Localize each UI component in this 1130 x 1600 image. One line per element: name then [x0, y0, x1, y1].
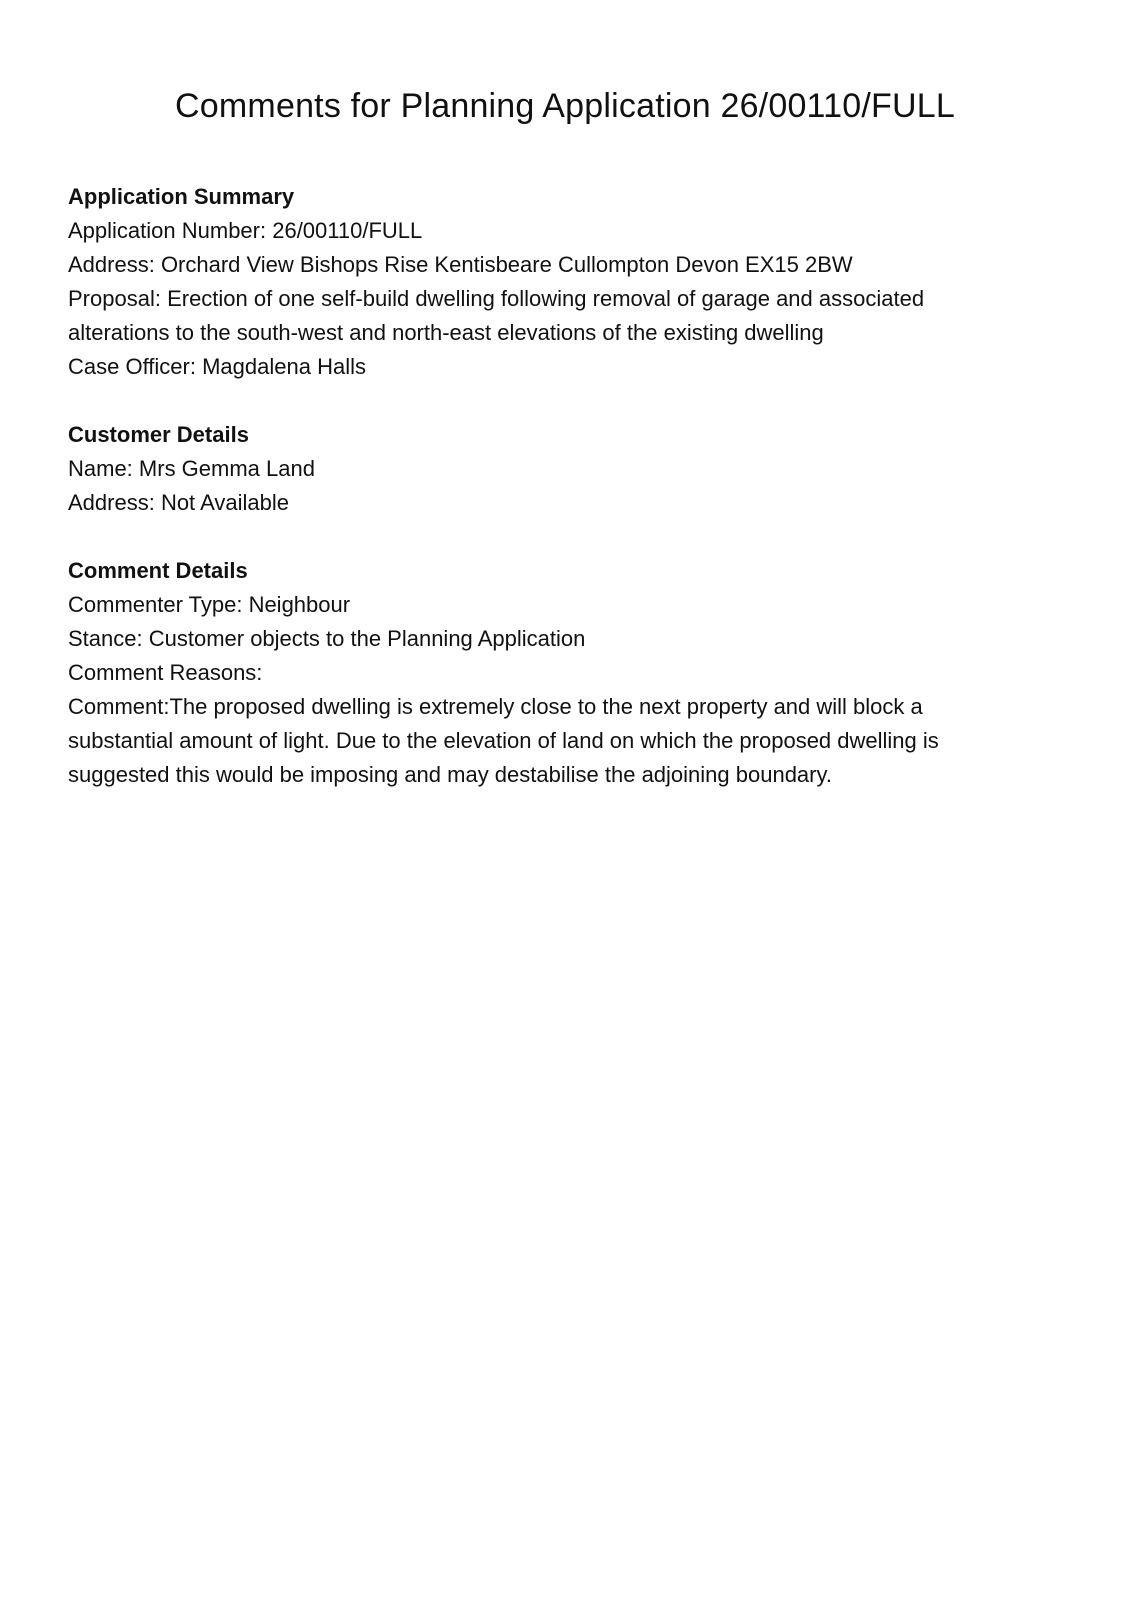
proposal-line-1 [68, 282, 1068, 316]
customer-address-value: Not Available [160, 490, 289, 515]
customer-name-label: Name: [68, 456, 139, 481]
comment-line-3: suggested this would be imposing and may destabilise the adjoining boundary. [68, 762, 832, 787]
comment-line-1 [68, 690, 1068, 724]
comment-label: Comment: [68, 694, 170, 719]
stance-value: Customer objects to the Planning Application [148, 626, 586, 651]
case-officer-value: Magdalena Halls [202, 354, 366, 379]
customer-details-section [68, 418, 1068, 520]
application-address-line [68, 248, 1068, 282]
comment-line-2: substantial amount of light. Due to the elevation of land on which the proposed dwelling is [68, 728, 939, 753]
stance-line [68, 622, 1068, 656]
case-officer-label: Case Officer: [68, 354, 203, 379]
customer-name-line [68, 452, 1068, 486]
page-title: Comments for Planning Application 26/00110/FULL [175, 87, 955, 125]
commenter-type-value: Neighbour [248, 592, 351, 617]
customer-name-value: Mrs Gemma Land [138, 456, 315, 481]
commenter-type-label: Commenter Type: [68, 592, 249, 617]
comment-details-heading: Comment Details [68, 558, 248, 583]
stance-label: Stance: [68, 626, 149, 651]
case-officer-line [68, 350, 1068, 384]
proposal-label: Proposal: [68, 286, 168, 311]
proposal-text-1: Erection of one self-build dwelling following removal of garage and associated [167, 286, 925, 311]
application-address-value: Orchard View Bishops Rise Kentisbeare Cullompton Devon EX15 2BW [160, 252, 853, 277]
application-address-label: Address: [68, 252, 161, 277]
comment-details-section [68, 554, 1068, 792]
application-summary-heading: Application Summary [68, 184, 295, 209]
proposal-line-2: alterations to the south-west and north-east elevations of the existing dwelling [68, 320, 824, 345]
commenter-type-line [68, 588, 1068, 622]
application-number-line [68, 214, 1068, 248]
application-summary-section [68, 180, 1068, 384]
application-number-value: 26/00110/FULL [272, 218, 423, 243]
customer-address-label: Address: [68, 490, 161, 515]
customer-address-line [68, 486, 1068, 520]
document-body [68, 180, 1068, 826]
application-number-label: Application Number: [68, 218, 273, 243]
comment-text-1: The proposed dwelling is extremely close to the next property and will block a [169, 694, 923, 719]
comment-reasons-line: Comment Reasons: [68, 660, 263, 685]
customer-details-heading: Customer Details [68, 422, 249, 447]
